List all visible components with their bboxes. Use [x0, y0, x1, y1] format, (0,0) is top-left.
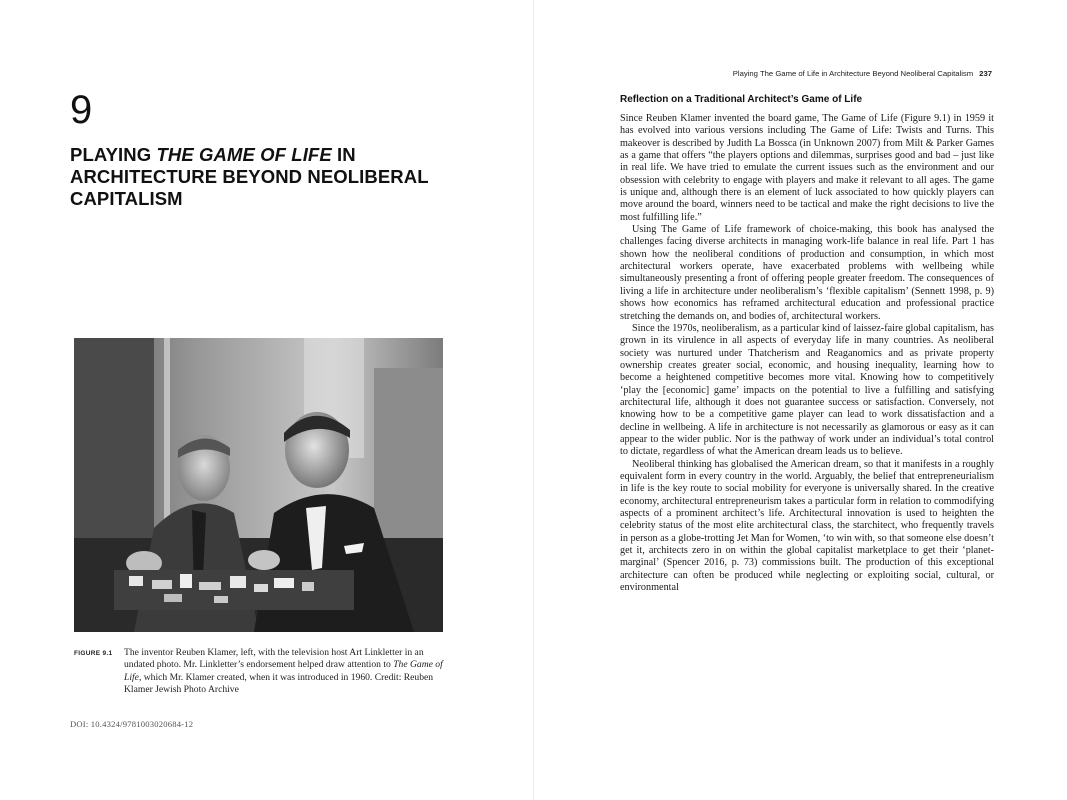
page-gutter: [533, 0, 534, 800]
figure-caption-italic: The Game of Life: [124, 659, 443, 683]
body-paragraph: Using The Game of Life framework of choice-making, this book has analysed the challenges facing diverse architects in managing work-life balance in real life. Part 1 has shown how the neoliberal conditions of production and consumption, in which most architectural workers operate, have exacerbated problems with wellbeing while simultaneously presenting a front of offering people greater freedom. The consequences of living a life in architecture under neoliberalism’s ‘flexible capitalism’ (Sennett 1998, p. 9) shows how economics has reframed architectural education and professional practice stretching the demands on, and bodies of, architectural workers.: [620, 224, 994, 322]
figure-caption-part-a: The inventor Reuben Klamer, left, with the television host Art Linkletter in an undated photo. Mr. Linkletter’s endorsement helped draw attention to: [124, 647, 424, 671]
figure-caption: [124, 647, 449, 696]
chapter-number: 9: [70, 88, 93, 132]
figure-photo: [74, 338, 443, 632]
running-head: [620, 69, 992, 78]
doi-link[interactable]: DOI: 10.4324/9781003020684-12: [70, 719, 194, 729]
figure-label: FIGURE 9.1: [74, 650, 113, 657]
section-heading: Reflection on a Traditional Architect’s Game of Life: [620, 94, 863, 105]
body-text: [620, 113, 994, 594]
chapter-title-post: IN ARCHITECTURE BEYOND NEOLIBERAL CAPITALISM: [70, 144, 429, 209]
figure-caption-part-b: , which Mr. Klamer created, when it was introduced in 1960. Credit: Reuben Klamer Jewish Photo Archive: [124, 671, 434, 695]
chapter-title-pre: PLAYING: [70, 144, 157, 165]
chapter-title: [70, 144, 450, 210]
running-head-title: Playing The Game of Life in Architecture Beyond Neoliberal Capitalism: [732, 69, 974, 78]
body-paragraph: Neoliberal thinking has globalised the American dream, so that it manifests in a roughly equivalent form in every country in the world. Arguably, the belief that entrepreneurialism in life is the key route to social mobility for everyone is universally shared. In the creative economy, architectural entrepreneurism takes a particular form in relation to commodifying aspects of a prominent architect’s life. Architectural innovation is used to heighten the celebrity status of the most elite architectural class, the starchitect, who frequently travels in person as a globe-trotting Jet Man for Women, ‘to win with, so that someone else doesn’t get it, architects zero in on within the global capitalist marketplace to get their ‘planet-marginal’ (Spencer 2016, p. 73) commissions built. The production of this exceptional architecture can often be produced while neglecting or exploiting social, cultural, or environmental: [620, 458, 994, 594]
page-number: 237: [979, 69, 992, 78]
body-paragraph: Since the 1970s, neoliberalism, as a particular kind of laissez-faire global capitalism, has grown in its virulence in all aspects of everyday life in many countries. As neoliberal society was nurtured under Thatcherism and Reaganomics and as private property ownership creates greater social, economic, and housing inequality, learning how to become a heightened competitive becomes more vital. Knowing how to competitively ‘play the [economic] game’ impacts on the potential to live a fulfilling and satisfying architectural life, although it does not guarantee success or satisfaction. Conversely, not knowing how to be a competitive game player can lead to work dissatisfaction and a decline in wellbeing. A life in architecture is not necessarily as glamorous or easy as it can appear to the wider public. Nor is the pathway of work under an individual’s total control to dictate, regardless of what the American dream leads us to believe.: [620, 322, 994, 458]
figure-photo-image: [74, 338, 443, 632]
chapter-title-italic: THE GAME OF LIFE: [156, 144, 332, 165]
body-paragraph: Since Reuben Klamer invented the board game, The Game of Life (Figure 9.1) in 1959 it has evolved into various versions including The Game of Life: Twists and Turns. This makeover is described by Judith La Bossca (in Unknown 2007) from Milt & Parker Games as a game that offers “the players options and dilemmas, surprises good and bad – just like in real life. We have tried to emulate the current issues such as the environment and our obsession with celebrity to engage with players and make it relevant to all ages. The game is unique and, although there is an element of luck associated to how quickly players can move around the board, winners need to be tactical and make the right decisions to live the most fulfilling life.”: [620, 113, 994, 223]
